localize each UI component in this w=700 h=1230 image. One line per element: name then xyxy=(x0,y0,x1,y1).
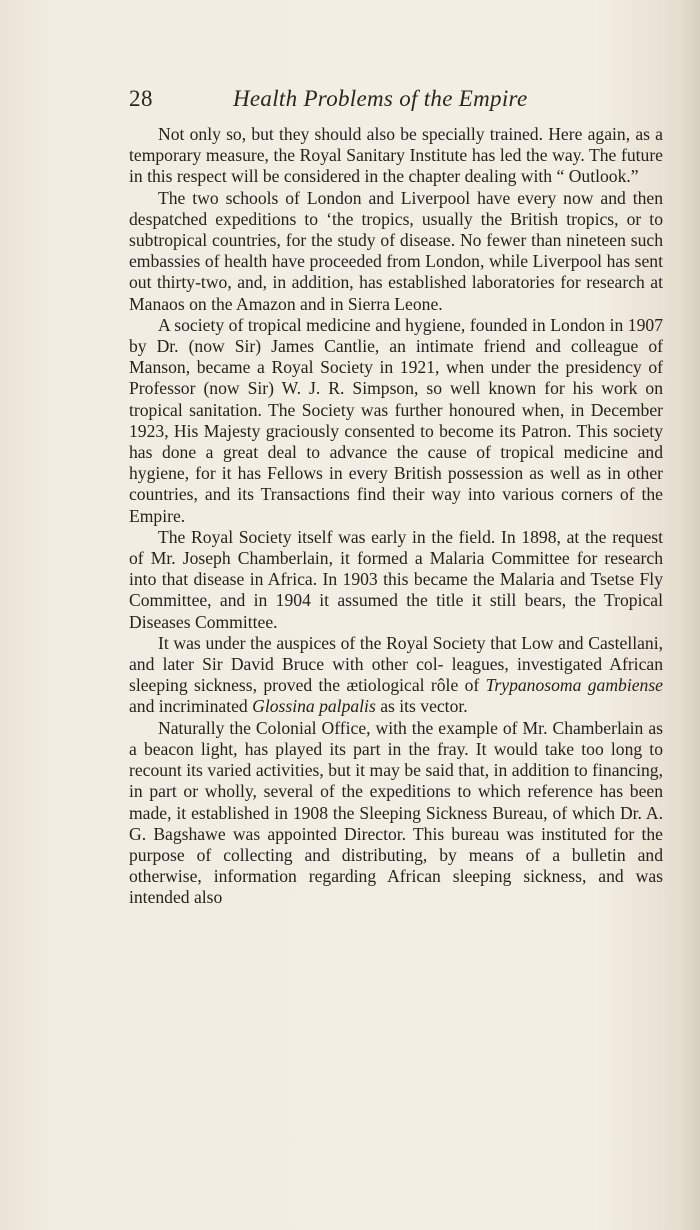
paragraph-text: Naturally the Colonial Office, with the example of Mr. Chamberlain as a beacon light, has played its part in the fray. It would take too long to recount its varied activities, but it may be said that, in addition to financing, in part or wholly, several of the expeditions to which reference has been made, it established in 1908 the Sleeping Sickness Bureau, of which Dr. A. G. Bagshawe was appointed Director. This bureau was instituted for the purpose of collecting and distributing, by means of a bulletin and otherwise, information regarding African sleeping sickness, and was intended also xyxy=(129,717,663,908)
paragraph-text: as its vector. xyxy=(375,696,468,717)
paragraph xyxy=(129,527,663,633)
paragraph-text: It was under the auspices of the Royal Society that Low and Castellani, and later Sir David Bruce with other col- leagues, investigated African sleeping sickness, proved the ætiological rôle of xyxy=(129,632,663,696)
page-header xyxy=(129,86,669,116)
paragraph-text: A society of tropical medicine and hygiene, founded in London in 1907 by Dr. (now Sir) James Cantlie, an intimate friend and colleague of Manson, became a Royal Society in 1921, when under the presidency of Professor (now Sir) W. J. R. Simpson, so well known for his work on tropical sanitation. The Society was further honoured when, in December 1923, His Majesty graciously consented to become its Patron. This society has done a great deal to advance the cause of tropical medicine and hygiene, for it has Fellows in every British possession as well as in other countries, and its Transactions find their way into various corners of the Empire. xyxy=(129,314,663,526)
italic-text: Glossina palpalis xyxy=(252,696,376,717)
paragraph xyxy=(129,633,663,718)
paragraph-text: and incriminated xyxy=(129,696,253,717)
page-number: 28 xyxy=(129,86,153,111)
body-text xyxy=(129,124,663,909)
paragraph xyxy=(129,718,663,909)
paragraph-text: The Royal Society itself was early in the field. In 1898, at the request of Mr. Joseph Chamberlain, it formed a Malaria Committee for research into that disease in Africa. In 1903 this became the Malaria and Tsetse Fly Committee, and in 1904 it assumed the title it still bears, the Tropical Diseases Committee. xyxy=(129,526,663,632)
running-title: Health Problems of the Empire xyxy=(233,86,528,111)
paragraph-text: The two schools of London and Liverpool have every now and then despatched expeditions to ‘the tropics, usually the British tropics, or to subtropical countries, for the study of disease. No fewer than nineteen such embassies of health have proceeded from London, while Liverpool has sent out thirty-two, and, in addition, has established laboratories for research at Manaos on the Amazon and in Sierra Leone. xyxy=(129,187,663,314)
italic-text: Trypanosoma gambiense xyxy=(485,675,663,696)
paragraph-text: Not only so, but they should also be specially trained. Here again, as a temporary measure, the Royal Sanitary Institute has led the way. The future in this respect will be considered in the chapter dealing with “ Outlook.” xyxy=(129,124,663,187)
paragraph xyxy=(129,188,663,315)
paragraph xyxy=(129,315,663,527)
paragraph xyxy=(129,124,663,188)
